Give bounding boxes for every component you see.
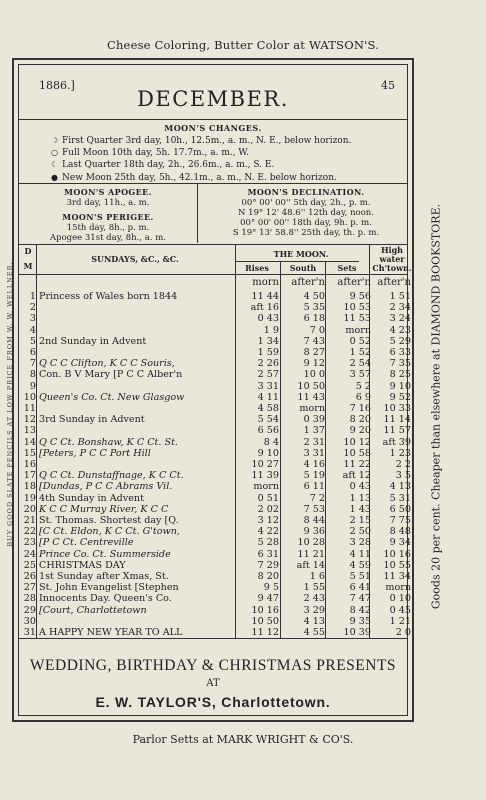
event-text: [Court, Charlottetown	[39, 604, 147, 616]
table-row	[19, 582, 415, 593]
divider	[19, 119, 407, 120]
high-water: 5 29	[389, 335, 411, 347]
moon-south: 8 27	[303, 347, 325, 358]
table-row	[19, 593, 415, 604]
day-number: 22	[23, 526, 36, 538]
high-water: 2 34	[389, 302, 411, 314]
event-text: K C C Murray River, K C C	[39, 503, 169, 515]
perigee-text: 15th day, 8h., p. m.	[66, 223, 150, 233]
moon-rises: 5 54	[257, 414, 279, 426]
day-number: 20	[23, 503, 36, 515]
event-text: 1st Sunday after Xmas, St.	[39, 571, 169, 582]
moon-rises: 1 59	[257, 347, 279, 358]
moon-sets: 3 57	[349, 369, 371, 381]
table-row	[19, 325, 415, 336]
apogee-late-text: Apogee 31st day, 8h., a. m.	[49, 233, 166, 243]
moon-sets: 0 43	[349, 481, 371, 493]
table-row	[19, 627, 415, 638]
day-number: 18	[23, 481, 36, 493]
day-number: 30	[23, 615, 36, 627]
high-water: 8 48	[389, 526, 411, 538]
high-water: 9 10	[389, 380, 411, 392]
high-water: 1 51	[389, 291, 411, 302]
moon-south: 7 2	[309, 492, 325, 504]
moon-rises: 10 50	[251, 615, 279, 627]
divider	[19, 183, 407, 184]
moon-south: 1 55	[303, 582, 325, 594]
table-row	[19, 414, 415, 425]
moon-sets: 10 39	[343, 627, 371, 638]
event-text: Princess of Wales born 1844	[39, 291, 178, 302]
event-text: 4th Sunday in Advent	[39, 492, 144, 504]
day-number: 8	[29, 369, 36, 381]
high-water: 11 34	[383, 571, 411, 582]
high-water: 3 5	[395, 470, 411, 482]
moon-sets: 0 52	[349, 335, 371, 347]
moon-south: 7 53	[303, 503, 325, 515]
south-sub: after'n	[291, 277, 325, 288]
header-month: M	[23, 261, 33, 271]
moon-south: 3 29	[303, 604, 325, 616]
day-number: 15	[23, 447, 36, 459]
moon-south: 1 37	[303, 425, 325, 437]
moon-south: 1 6	[309, 571, 325, 582]
moon-south: 10 50	[297, 380, 325, 392]
moon-rises: 0 43	[257, 313, 279, 325]
high-water: 4 23	[389, 324, 411, 336]
high-water: 3 24	[389, 313, 411, 325]
divider	[19, 274, 407, 275]
moon-sets: 8 20	[349, 414, 371, 426]
day-number: 9	[29, 380, 36, 392]
high-water: aft 39	[382, 436, 411, 448]
event-text: [Peters, P C C Port Hill	[39, 447, 151, 459]
moon-sets: 10 12	[343, 436, 371, 448]
moon-rises: 1 9	[263, 324, 279, 336]
declination-line: 00° 00' 00'' 5th day, 2h., p. m.	[241, 198, 371, 208]
moon-sets: 9 35	[349, 615, 371, 627]
high-water: 2 0	[395, 627, 411, 638]
moon-south: morn	[299, 403, 325, 414]
calendar-frame	[12, 58, 414, 722]
table-row	[19, 537, 415, 548]
moon-rises: 11 39	[251, 470, 279, 482]
high-water: 6 33	[389, 347, 411, 358]
moon-rises: 10 27	[251, 459, 279, 470]
apogee-title: MOON'S APOGEE.	[64, 187, 152, 197]
moon-rises: 2 02	[257, 503, 279, 515]
header-chtown: Ch'town.	[372, 263, 412, 273]
header-sets: Sets	[337, 263, 357, 273]
presents-banner: WEDDING, BIRTHDAY & CHRISTMAS PRESENTS	[29, 657, 397, 674]
moon-changes-list	[51, 135, 351, 184]
moon-rises: 6 56	[257, 425, 279, 437]
moon-sets: 4 11	[349, 548, 371, 560]
table-row	[19, 605, 415, 616]
moon-rises: 3 12	[257, 515, 279, 526]
moon-rises: 8 4	[263, 436, 279, 448]
table-row	[19, 313, 415, 324]
moon-rises: 3 31	[257, 380, 279, 392]
divider	[19, 244, 407, 245]
high-water: 0 45	[389, 604, 411, 616]
moon-change-item: ● New Moon 25th day, 5h., 42.1m., a. m., N. E. below horizon.	[51, 172, 337, 183]
event-text: Con. B V Mary [P C C Alber'n	[39, 369, 183, 381]
moon-change-item: ☾ Last Quarter 18th day, 2h., 26.6m., a. m., S. E.	[51, 160, 275, 171]
header-water: water	[379, 254, 405, 264]
moon-sets: aft 12	[342, 470, 371, 482]
high-water: 10 55	[383, 559, 411, 571]
table-row	[19, 381, 415, 392]
moon-rises: 4 58	[257, 403, 279, 414]
moon-south: 6 11	[303, 481, 325, 493]
moon-south: 10 0	[303, 369, 325, 381]
table-row	[19, 291, 415, 302]
high-water: 5 31	[389, 492, 411, 504]
table-row	[19, 470, 415, 481]
day-number: 19	[23, 492, 36, 504]
moon-change-item: ☽ First Quarter 3rd day, 10h., 12.5m., a. m., N. E., below horizon.	[51, 136, 352, 146]
table-row	[19, 358, 415, 369]
high-water: 9 52	[389, 391, 411, 403]
moon-south: 4 50	[303, 291, 325, 302]
divider	[235, 261, 359, 262]
event-text: [P C Ct. Centreville	[39, 537, 134, 549]
moon-rises: 9 47	[257, 593, 279, 605]
day-number: 24	[23, 548, 36, 560]
moon-rises: 11 44	[251, 291, 279, 302]
moon-south: 8 44	[303, 515, 325, 526]
day-number: 28	[23, 593, 36, 605]
moon-sets: 8 42	[349, 604, 371, 616]
moon-rises: 0 51	[257, 492, 279, 504]
day-number: 25	[23, 559, 36, 571]
moon-rises: 11 12	[251, 627, 279, 638]
moon-south: 7 43	[303, 335, 325, 347]
high-water: 8 25	[389, 369, 411, 381]
moon-south: 2 43	[303, 593, 325, 605]
high-water: 0 10	[389, 593, 411, 605]
moon-rises: 8 20	[257, 571, 279, 582]
month-title: DECEMBER.	[137, 87, 289, 111]
moon-changes-title: MOON'S CHANGES.	[164, 123, 262, 133]
subheader-row	[19, 276, 415, 292]
rises-sub: morn	[252, 277, 279, 288]
high-water: 6 50	[389, 503, 411, 515]
moon-sets: 2 50	[349, 526, 371, 538]
day-number: 21	[23, 515, 36, 526]
taylor-banner: E. W. TAYLOR'S, Charlottetown.	[95, 694, 331, 710]
moon-rises: aft 16	[250, 302, 279, 314]
high-water: 7 75	[389, 515, 411, 526]
event-text: Q C Ct. Bonshaw, K C Ct. St.	[39, 436, 178, 448]
high-water: 7 35	[389, 358, 411, 370]
table-row	[19, 347, 415, 358]
moon-rises: 9 10	[257, 447, 279, 459]
day-number: 3	[29, 313, 36, 325]
new-moon-icon: ●	[51, 172, 58, 182]
moon-sets: 1 52	[349, 347, 371, 358]
moon-south: 6 18	[303, 313, 325, 325]
moon-rises: 5 28	[257, 537, 279, 549]
moon-sets: 4 59	[349, 559, 371, 571]
day-number: 12	[23, 414, 36, 426]
header-the-moon: THE MOON.	[273, 249, 329, 259]
high-water: 4 13	[389, 481, 411, 493]
day-number: 5	[29, 335, 36, 347]
moon-sets: 2 15	[349, 515, 371, 526]
moon-south: 7 0	[309, 324, 325, 336]
moon-south: 5 19	[303, 470, 325, 482]
apogee-text: 3rd day, 11h., a. m.	[66, 198, 150, 208]
moon-sets: 10 58	[343, 447, 371, 459]
perigee-title: MOON'S PERIGEE.	[62, 212, 154, 222]
moon-rises: 2 57	[257, 369, 279, 381]
header-south: South	[289, 263, 317, 273]
day-number: 10	[23, 391, 36, 403]
day-number: 7	[29, 358, 36, 370]
moon-sets: 1 13	[349, 492, 371, 504]
right-advertisement: Goods 20 per cent. Cheaper than elsewhere at DIAMOND BOOKSTORE.	[429, 203, 443, 610]
moon-sets: 9 56	[349, 291, 371, 302]
day-number: 31	[23, 627, 36, 638]
event-text: 2nd Sunday in Advent	[39, 335, 147, 347]
banner-at: AT	[206, 678, 220, 689]
moon-south: 9 12	[303, 358, 325, 370]
moon-rises: morn	[253, 481, 279, 493]
day-number: 1	[29, 291, 36, 302]
top-advertisement: Cheese Coloring, Butter Color at WATSON'S.	[106, 38, 380, 52]
moon-rises: 7 29	[257, 559, 279, 571]
table-row	[19, 392, 415, 403]
moon-sets: 1 43	[349, 503, 371, 515]
moon-south: 2 31	[303, 436, 325, 448]
declination-line: N 19° 12' 48.6'' 12th day, noon.	[238, 208, 374, 218]
event-text: Q C C Clifton, K C C Souris,	[39, 358, 175, 370]
divider	[19, 638, 407, 639]
day-number: 4	[29, 324, 36, 336]
header-sundays: SUNDAYS, &C., &C.	[91, 254, 179, 264]
day-number: 2	[29, 302, 36, 314]
moon-sets: 10 53	[343, 302, 371, 314]
event-text: [C Ct. Eldon, K C Ct. G'town,	[39, 526, 180, 538]
table-row	[19, 526, 415, 537]
event-text: St. John Evangelist [Stephen	[39, 582, 179, 594]
table-row	[19, 481, 415, 492]
day-number: 14	[23, 436, 36, 448]
declination-line: 00° 00' 00'' 18th day, 9h. p. m.	[240, 218, 372, 228]
day-number: 17	[23, 470, 36, 482]
moon-sets: 6 9	[355, 391, 371, 403]
moon-sets: 2 54	[349, 358, 371, 370]
moon-change-item: ○ Full Moon 10th day, 5h. 17.7m., a. m., W.	[51, 148, 249, 159]
full-moon-icon: ○	[51, 148, 58, 158]
event-text: Queen's Co. Ct. New Glasgow	[39, 391, 185, 403]
day-number: 27	[23, 582, 36, 594]
moon-south: 4 16	[303, 459, 325, 470]
high-water: 9 34	[389, 537, 411, 549]
high-water: 10 33	[383, 403, 411, 414]
day-number: 6	[29, 347, 36, 358]
moon-sets: 7 47	[349, 593, 371, 605]
table-row	[19, 504, 415, 515]
event-text: Prince Co. Ct. Summerside	[39, 548, 171, 560]
moon-rises: 1 34	[257, 335, 279, 347]
sets-sub: after'n	[337, 277, 371, 288]
table-row	[19, 437, 415, 448]
declination-title: MOON'S DECLINATION.	[247, 187, 365, 197]
day-number: 23	[23, 537, 36, 549]
moon-south: 11 21	[297, 548, 325, 560]
moon-rises: 4 11	[257, 391, 279, 403]
page-number: 45	[381, 79, 395, 92]
event-text: 3rd Sunday in Advent	[39, 414, 145, 426]
high-water: 2 2	[395, 459, 411, 470]
year-label: 1886.]	[39, 79, 75, 92]
table-row	[19, 493, 415, 504]
event-text: [Dundas, P C C Abrams Vil.	[39, 481, 173, 493]
table-row	[19, 549, 415, 560]
moon-rises: 4 22	[257, 526, 279, 538]
moon-south: 10 28	[297, 537, 325, 549]
moon-sets: morn	[345, 324, 371, 336]
moon-sets: 5 51	[349, 571, 371, 582]
table-row	[19, 336, 415, 347]
table-row	[19, 459, 415, 470]
high-water: morn	[385, 582, 411, 594]
hw-sub: after'n	[377, 277, 411, 288]
table-row	[19, 369, 415, 380]
table-row	[19, 616, 415, 627]
moon-sets: 7 16	[349, 403, 371, 414]
left-advertisement: BUY GOOD SLATE PENCILS AT LOW PRICE FROM W. W. WELLNER.	[6, 261, 14, 547]
event-text: A HAPPY NEW YEAR TO ALL	[39, 627, 183, 638]
moon-south: 0 39	[303, 414, 325, 426]
moon-south: 11 43	[297, 391, 325, 403]
moon-south: 4 55	[303, 627, 325, 638]
table-row	[19, 515, 415, 526]
table-row	[19, 571, 415, 582]
header-day: D	[24, 246, 32, 256]
moon-rises: 6 31	[257, 548, 279, 560]
header-high: High	[380, 245, 403, 255]
table-row	[19, 302, 415, 313]
table-row	[19, 403, 415, 414]
moon-sets: 11 53	[343, 313, 371, 325]
high-water: 10 16	[383, 548, 411, 560]
calendar-inner	[18, 64, 412, 716]
bottom-advertisement: Parlor Setts at MARK WRIGHT & CO'S.	[132, 733, 354, 746]
high-water: 11 14	[383, 414, 411, 426]
day-number: 11	[23, 403, 36, 414]
day-number: 16	[23, 459, 36, 470]
event-text: St. Thomas. Shortest day [Q.	[39, 515, 179, 526]
table-row	[19, 448, 415, 459]
moon-rises: 2 26	[257, 358, 279, 370]
moon-sets: 5 2	[355, 380, 371, 392]
table-row	[19, 425, 415, 436]
header-rises: Rises	[245, 263, 269, 273]
day-number: 26	[23, 571, 36, 582]
high-water: 11 57	[383, 425, 411, 437]
last-quarter-icon: ☾	[51, 160, 59, 170]
moon-sets: 9 20	[349, 425, 371, 437]
day-number: 13	[23, 425, 36, 437]
moon-south: 3 31	[303, 447, 325, 459]
event-text: CHRISTMAS DAY	[39, 559, 126, 571]
moon-sets: 3 28	[349, 537, 371, 549]
high-water: 1 23	[389, 447, 411, 459]
table-row	[19, 560, 415, 571]
first-quarter-icon: ☽	[51, 136, 59, 145]
moon-rises: 9 5	[263, 582, 279, 594]
declination-line: S 19° 13' 58.8'' 25th day, th. p. m.	[232, 228, 380, 238]
event-text: Q C Ct. Dunstaffnage, K C Ct.	[39, 470, 184, 482]
moon-sets: 11 22	[343, 459, 371, 470]
day-number: 29	[23, 604, 36, 616]
moon-rises: 10 16	[251, 604, 279, 616]
moon-south: 5 35	[303, 302, 325, 314]
moon-south: 4 13	[303, 615, 325, 627]
moon-sets: 6 41	[349, 582, 371, 594]
moon-south: 9 36	[303, 526, 325, 538]
high-water: 1 21	[389, 615, 411, 627]
event-text: Innocents Day. Queen's Co.	[39, 593, 172, 605]
moon-south: aft 14	[296, 559, 325, 571]
